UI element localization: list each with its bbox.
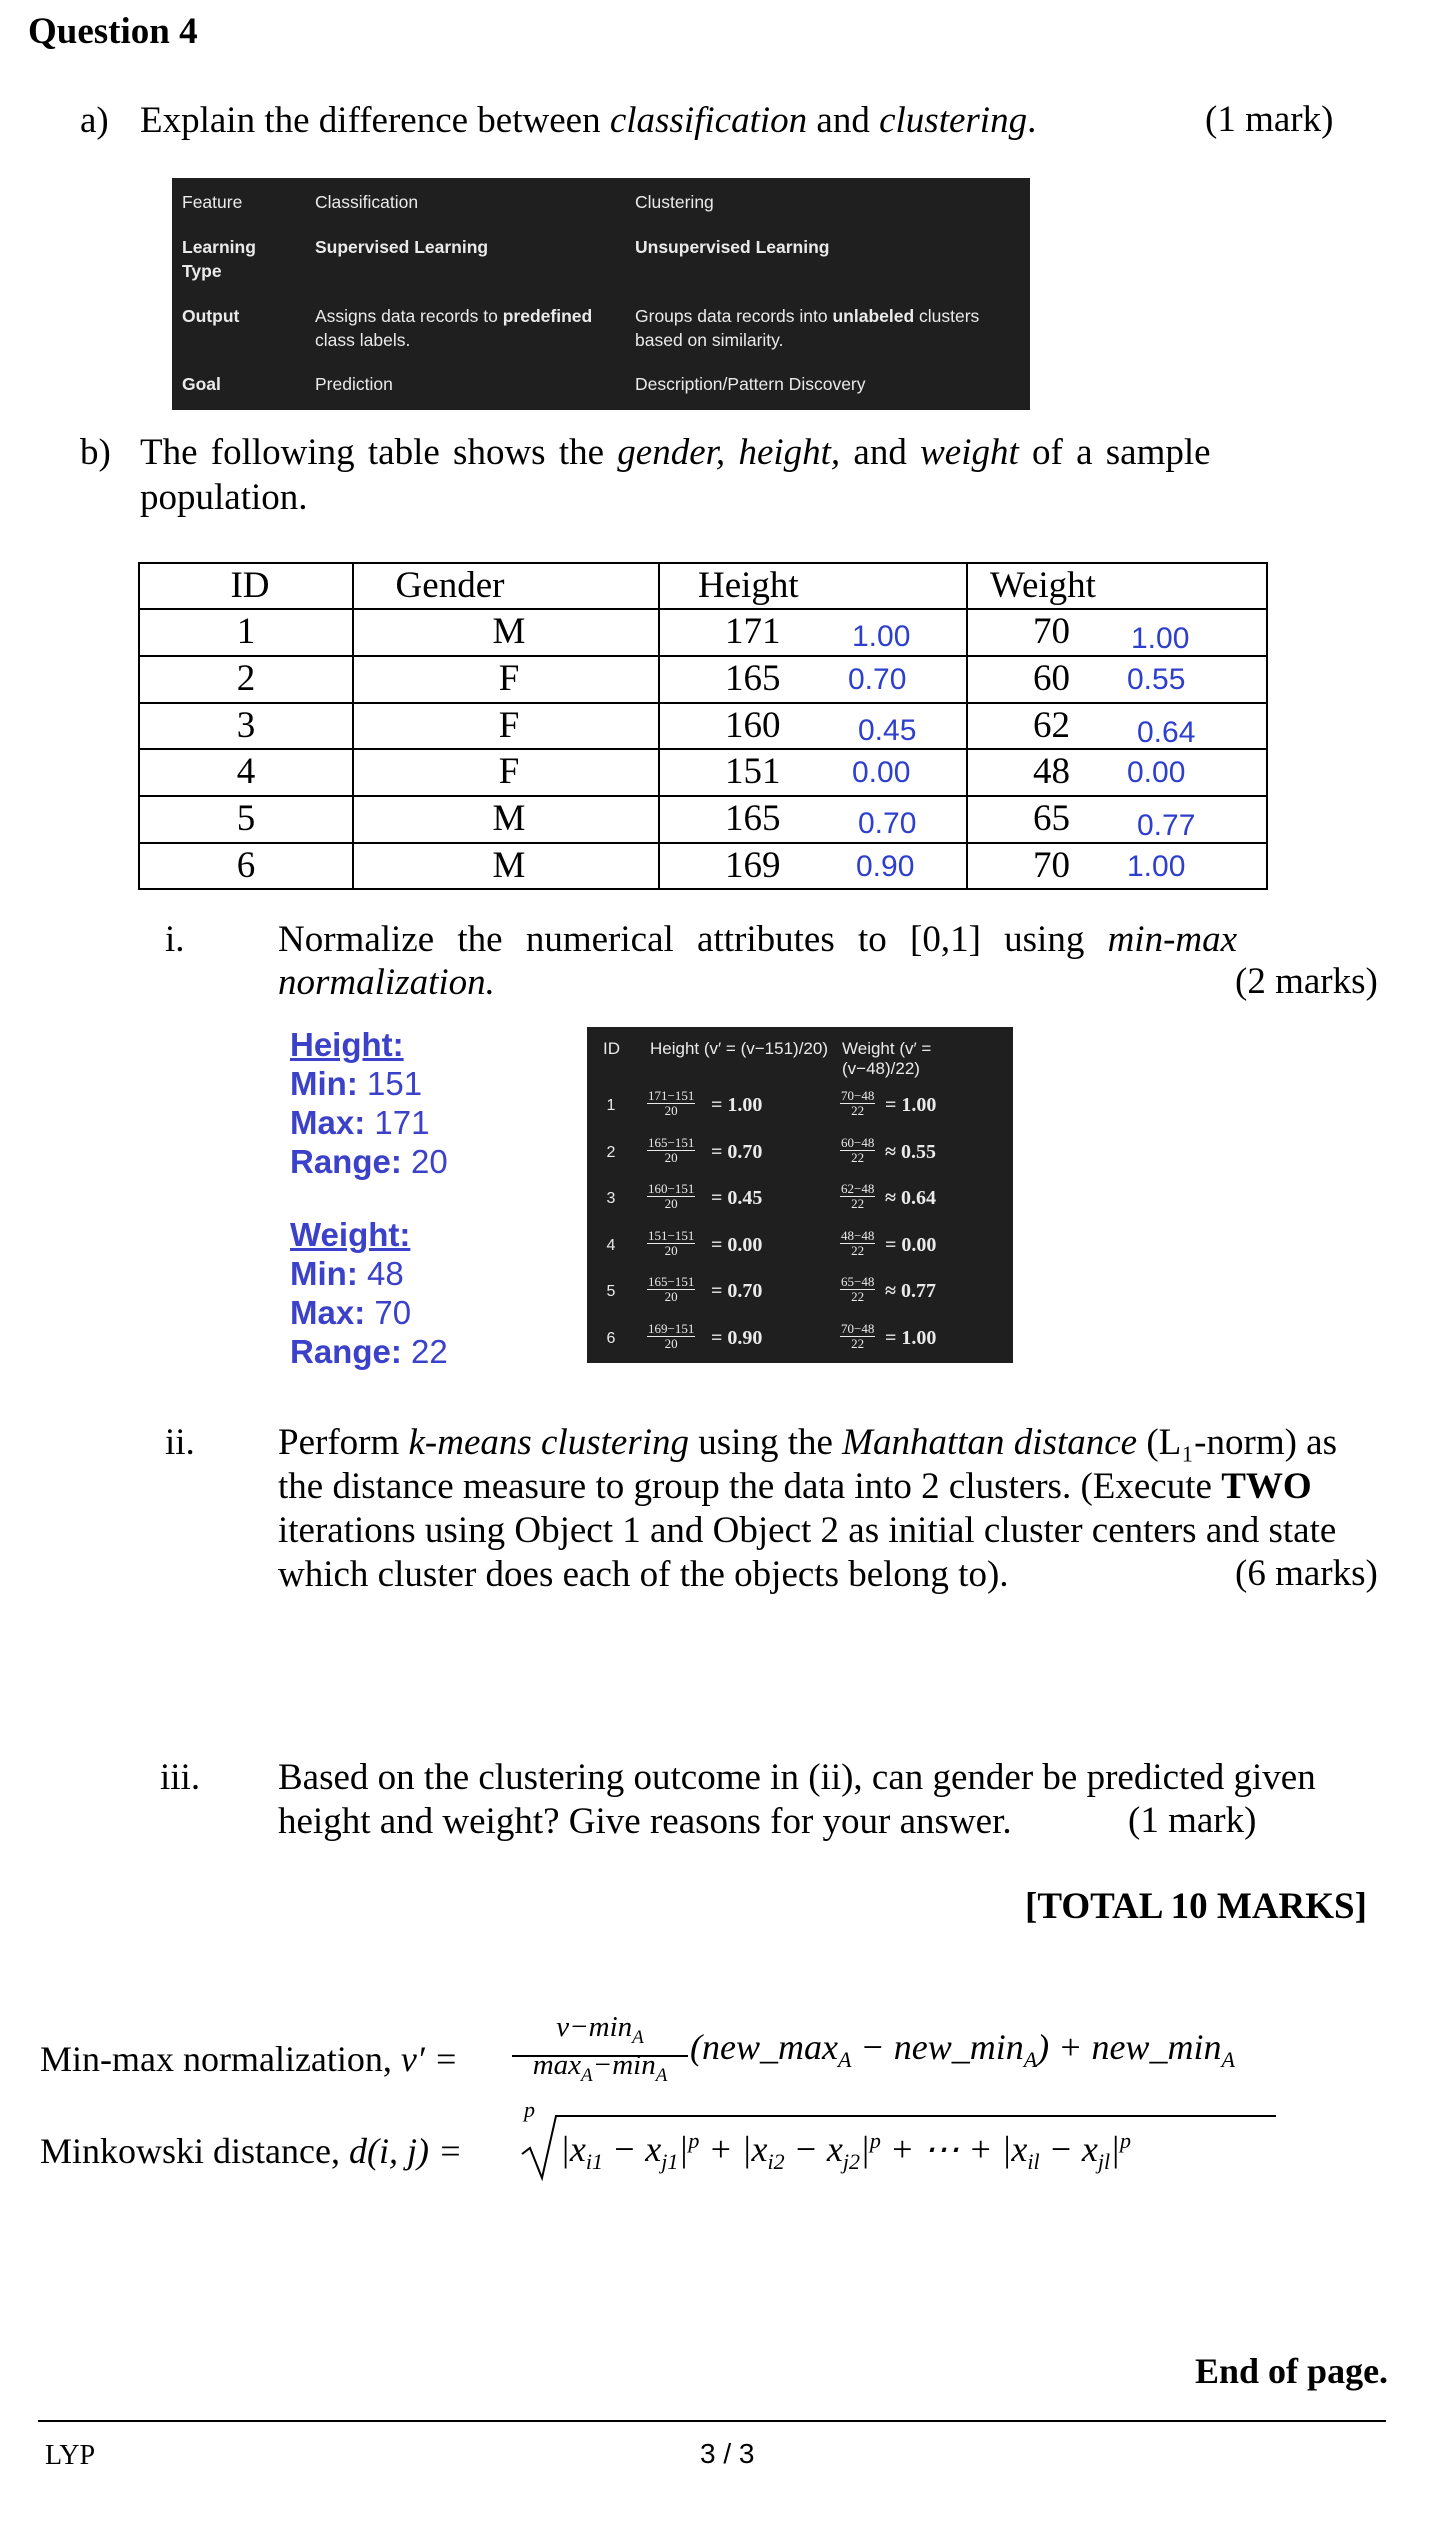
minmax-formula — [40, 2038, 458, 2080]
minmax-rest — [690, 2026, 1235, 2073]
part-a-label: a) — [80, 100, 109, 141]
norm-weight-num: 70−48 — [841, 1088, 875, 1103]
norm-weight-fraction — [840, 1275, 875, 1304]
mk-m3: − x — [1039, 2129, 1098, 2169]
mk-m1: − x — [603, 2129, 662, 2169]
term-weight: weight — [920, 432, 1019, 473]
height-min — [290, 1064, 448, 1103]
table-row-weight-normalized: 1.00 — [1131, 622, 1190, 655]
sub-i-num: i. — [165, 919, 185, 960]
norm-height-den: 20 — [664, 1103, 678, 1118]
output-class-pre: Assigns data records to — [315, 306, 503, 326]
minkowski-body: $|x_{i1} - x_{j1}|^p + |x_{i2} - x_{j2}|^p$ + ⋯ + $|x_{il} - x_{jl}|^p$ — [560, 2128, 1132, 2175]
minkowski-label: Minkowski distance, — [40, 2131, 349, 2171]
table-row-gender: M — [492, 798, 526, 839]
sub-ii-line4: which cluster does each of the objects belong to). — [278, 1554, 1009, 1595]
term-k-means: k-means clustering — [408, 1422, 690, 1463]
question-title: Question 4 — [28, 11, 198, 52]
table-row-id: 5 — [236, 798, 256, 839]
norm-height-fraction — [647, 1182, 695, 1211]
table-row-weight-normalized: 0.55 — [1127, 663, 1186, 696]
table-row-height: 171 — [725, 611, 781, 652]
table-row-height-normalized: 0.45 — [858, 714, 917, 747]
norm-height-den: 20 — [664, 1149, 678, 1165]
table-row-height-normalized: 0.70 — [858, 807, 917, 840]
norm-weight-num: 60−48 — [841, 1134, 875, 1150]
header-clustering: Clustering — [635, 192, 714, 212]
height-range — [290, 1142, 448, 1181]
normalization-table — [587, 1027, 1013, 1363]
mk-b2: |x — [741, 2129, 768, 2169]
part-b-t1: The following table shows the — [140, 432, 618, 473]
mk-s5: il — [1027, 2149, 1040, 2175]
mk-p1: + — [699, 2129, 742, 2169]
norm-weight-result: = 0.00 — [885, 1233, 937, 1256]
norm-weight-result: = 1.00 — [885, 1326, 937, 1349]
weight-min-label: Min: — [290, 1255, 358, 1292]
minmax-den-sub1: A — [581, 2064, 593, 2086]
total-marks: [TOTAL 10 MARKS] — [1025, 1886, 1367, 1927]
weight-range-value: 22 — [411, 1333, 448, 1370]
table-row-height: 151 — [725, 751, 781, 792]
table-row-weight-normalized: 0.64 — [1137, 716, 1196, 749]
height-stats-heading: Height: — [290, 1026, 404, 1063]
sub-iii-marks: (1 mark) — [1128, 1800, 1257, 1841]
weight-range — [290, 1332, 448, 1371]
mk-e2: p — [869, 2128, 881, 2153]
sub-ii-two: TWO — [1221, 1466, 1312, 1507]
mk-m2: − x — [784, 2129, 843, 2169]
norm-weight-fraction — [840, 1322, 875, 1351]
table-row-id: 3 — [236, 705, 256, 746]
norm-weight-den: 22 — [851, 1242, 865, 1258]
minmax-rest3: ) + new_min — [1037, 2027, 1222, 2067]
norm-weight-den: 22 — [851, 1103, 865, 1118]
norm-weight-den: 22 — [851, 1335, 865, 1351]
height-min-label: Min: — [290, 1065, 358, 1102]
footer-left: LYP — [45, 2440, 96, 2471]
row-output-classification — [315, 304, 620, 352]
norm-weight-result: ≈ 0.77 — [885, 1280, 936, 1302]
mk-s4: j2 — [842, 2149, 861, 2175]
table-row-id: 1 — [236, 611, 256, 652]
part-b-line2: population. — [140, 477, 308, 518]
weight-min — [290, 1254, 448, 1293]
minkowski-root-index: p — [524, 2097, 535, 2122]
height-range-value: 20 — [411, 1143, 448, 1180]
row-output-feature: Output — [182, 306, 240, 326]
part-b-and: and — [840, 432, 921, 473]
mk-dots: + ⋯ + — [880, 2129, 1002, 2169]
end-of-page: End of page. — [1195, 2351, 1389, 2391]
norm-header-weight: Weight (v′ = (v−48)/22) — [842, 1039, 932, 1078]
table-row-weight-normalized: 0.77 — [1137, 809, 1196, 842]
mk-s3: i2 — [767, 2149, 785, 2175]
norm-height-num: 165−151 — [648, 1274, 695, 1289]
table-row-height-normalized: 1.00 — [852, 620, 911, 653]
minmax-label: Min-max normalization, — [40, 2039, 401, 2079]
term-height: height, — [738, 432, 841, 473]
norm-weight-den: 22 — [851, 1196, 865, 1211]
mk-s2: j1 — [661, 2149, 679, 2175]
row-output-clustering — [635, 304, 1015, 352]
minmax-rest-sub1: A — [837, 2047, 852, 2073]
height-max-value: 171 — [374, 1104, 430, 1141]
part-a-and: and — [807, 100, 880, 141]
output-class-bold: predefined — [502, 306, 593, 326]
height-max-label: Max: — [290, 1104, 366, 1141]
norm-height-result: = 0.00 — [711, 1233, 763, 1256]
table-row-weight: 65 — [1033, 798, 1070, 839]
norm-row-id: 3 — [606, 1190, 616, 1207]
table-row-height-normalized: 0.90 — [856, 850, 915, 883]
sub-ii-line2 — [278, 1464, 1312, 1509]
output-clust-pre: Groups data records into — [635, 306, 833, 326]
row-learning-type-feature: Learning Type — [182, 237, 256, 281]
minmax-rest2: − new_min — [851, 2027, 1024, 2067]
norm-height-num: 171−151 — [648, 1088, 695, 1103]
term-clustering: clustering — [879, 100, 1028, 141]
table-row-weight: 48 — [1033, 751, 1070, 792]
table-header-id: ID — [230, 565, 270, 606]
row-goal-feature: Goal — [182, 374, 221, 394]
weight-max-label: Max: — [290, 1294, 366, 1331]
norm-height-den: 20 — [664, 1196, 678, 1211]
table-row-height-normalized: 0.00 — [852, 756, 911, 789]
footer-rule — [38, 2420, 1386, 2422]
weight-stats — [290, 1215, 448, 1371]
norm-row-id: 1 — [606, 1097, 616, 1114]
part-b-t2: of a sample — [1018, 432, 1211, 473]
height-range-label: Range: — [290, 1143, 402, 1180]
norm-weight-fraction — [840, 1089, 875, 1118]
page-number: 3 / 3 — [700, 2438, 755, 2469]
sub-ii-l1b: using the — [689, 1422, 843, 1463]
output-clust-bold: unlabeled — [832, 306, 915, 326]
norm-header-id: ID — [603, 1039, 620, 1058]
row-goal-classification: Prediction — [315, 374, 393, 394]
sub-i-marks: (2 marks) — [1235, 961, 1378, 1002]
norm-height-den: 20 — [664, 1289, 678, 1304]
weight-max — [290, 1293, 448, 1332]
norm-weight-result: ≈ 0.55 — [885, 1140, 936, 1163]
table-row-id: 6 — [236, 845, 256, 886]
norm-height-result: = 0.90 — [711, 1326, 763, 1349]
height-stats — [290, 1025, 448, 1181]
table-row-height-normalized: 0.70 — [848, 663, 907, 696]
norm-height-fraction — [647, 1275, 695, 1304]
table-row-gender: M — [492, 845, 526, 886]
norm-height-num: 165−151 — [648, 1134, 695, 1150]
norm-header-height: Height (v′ = (v−151)/20) — [650, 1039, 828, 1058]
norm-weight-den: 22 — [851, 1289, 865, 1304]
mk-e3: p — [1120, 2128, 1132, 2153]
table-row-height: 165 — [725, 658, 781, 699]
minmax-rest1: (new_max — [690, 2027, 838, 2067]
minmax-rest-sub3: A — [1221, 2047, 1235, 2073]
norm-height-num: 151−151 — [648, 1227, 695, 1243]
part-a-question — [140, 98, 1036, 143]
norm-row-id: 5 — [606, 1283, 616, 1300]
output-clust-post: clusters based on similarity. — [635, 306, 980, 350]
sub-iii-line1: Based on the clustering outcome in (ii), can gender be predicted given — [278, 1757, 1316, 1798]
term-gender: gender, — [617, 432, 726, 473]
norm-height-result: = 0.45 — [711, 1187, 763, 1209]
norm-height-num: 160−151 — [648, 1181, 695, 1196]
table-row-weight: 70 — [1033, 611, 1070, 652]
term-manhattan: Manhattan distance — [842, 1422, 1138, 1463]
norm-height-fraction — [647, 1136, 695, 1165]
sub-ii-line1 — [278, 1420, 1337, 1465]
part-a-marks: (1 mark) — [1205, 99, 1334, 140]
row-goal-clustering: Description/Pattern Discovery — [635, 374, 866, 394]
mk-s6: jl — [1097, 2149, 1111, 2175]
norm-weight-num: 62−48 — [841, 1181, 875, 1196]
mk-b1: |x — [560, 2129, 586, 2169]
norm-weight-den: 22 — [851, 1149, 865, 1165]
weight-stats-heading: Weight: — [290, 1216, 411, 1253]
minmax-den-sub2: A — [655, 2064, 668, 2086]
table-row-gender: F — [498, 705, 520, 746]
norm-row-id: 6 — [606, 1329, 616, 1347]
norm-height-result: = 0.70 — [711, 1140, 763, 1163]
minmax-den-max: max — [532, 2049, 582, 2081]
sub-ii-l2: the distance measure to group the data into 2 clusters. (Execute — [278, 1466, 1222, 1507]
part-a-end: . — [1027, 100, 1037, 141]
table-row-gender: M — [492, 611, 526, 652]
table-row-id: 2 — [236, 658, 256, 699]
norm-weight-num: 65−48 — [841, 1274, 875, 1289]
norm-weight-num: 70−48 — [841, 1320, 875, 1336]
minmax-lhs: v′ = — [400, 2039, 459, 2079]
height-min-value: 151 — [366, 1065, 423, 1102]
row-learning-type-classification: Supervised Learning — [315, 237, 489, 257]
norm-row-id: 2 — [606, 1143, 616, 1161]
norm-height-result: = 1.00 — [711, 1094, 763, 1116]
term-min-max: min-max — [1107, 919, 1238, 960]
weight-min-value: 48 — [366, 1255, 404, 1292]
minkowski-lhs: d(i, j) = — [348, 2131, 463, 2171]
row-learning-type-clustering: Unsupervised Learning — [635, 237, 830, 257]
norm-height-result: = 0.70 — [711, 1280, 763, 1302]
sub-ii-num: ii. — [165, 1422, 195, 1463]
norm-height-den: 20 — [664, 1242, 678, 1258]
table-row-gender: F — [498, 658, 520, 699]
weight-range-label: Range: — [290, 1333, 402, 1370]
norm-weight-result: = 1.00 — [885, 1094, 937, 1116]
table-row-weight: 70 — [1033, 845, 1070, 886]
output-class-post: class labels. — [315, 330, 411, 350]
norm-row-id: 4 — [606, 1236, 616, 1254]
sub-ii-line3: iterations using Object 1 and Object 2 as initial cluster centers and state — [278, 1510, 1337, 1551]
sub-ii-l1a: Perform — [278, 1422, 409, 1463]
header-feature: Feature — [182, 192, 243, 212]
norm-weight-fraction — [840, 1136, 875, 1165]
sub-iii-num: iii. — [160, 1757, 201, 1798]
sub-ii-marks: (6 marks) — [1235, 1553, 1378, 1594]
table-row-gender: F — [498, 751, 520, 792]
sub-iii-line2: height and weight? Give reasons for your answer. — [278, 1801, 1012, 1842]
part-b-label: b) — [80, 432, 111, 473]
table-row-height: 160 — [725, 705, 781, 746]
table-row-height: 169 — [725, 845, 781, 886]
part-a-text: Explain the difference between — [140, 100, 610, 141]
part-b-text — [140, 430, 1360, 475]
table-header-weight: Weight — [990, 565, 1096, 606]
comparison-table — [172, 178, 1030, 410]
norm-height-fraction — [647, 1089, 695, 1118]
norm-weight-fraction — [840, 1229, 875, 1258]
height-max — [290, 1103, 448, 1142]
norm-height-fraction — [647, 1229, 695, 1258]
weight-max-value: 70 — [374, 1294, 412, 1331]
minmax-denominator — [512, 2048, 688, 2093]
table-row-weight-normalized: 1.00 — [1127, 850, 1186, 883]
term-classification: classification — [609, 100, 808, 141]
norm-weight-result: ≈ 0.64 — [885, 1187, 936, 1209]
header-classification: Classification — [315, 192, 419, 212]
table-row-id: 4 — [236, 751, 256, 792]
table-row-weight-normalized: 0.00 — [1127, 756, 1186, 789]
norm-height-fraction — [647, 1322, 695, 1351]
norm-weight-num: 48−48 — [841, 1227, 875, 1243]
minkowski-formula — [40, 2130, 462, 2172]
minmax-rest-sub2: A — [1023, 2047, 1038, 2073]
minmax-num-sub: A — [632, 2026, 644, 2048]
table-row-weight: 60 — [1033, 658, 1070, 699]
minmax-den-min: −min — [592, 2049, 656, 2081]
mk-b3: |x — [1001, 2129, 1028, 2169]
table-row-height: 165 — [725, 798, 781, 839]
table-header-height: Height — [698, 565, 799, 606]
sub-i-line2: normalization. — [278, 962, 495, 1003]
sub-ii-l1c: (L₁-norm) as — [1137, 1422, 1337, 1463]
minmax-num: v−min — [556, 2011, 633, 2043]
sub-i-text — [278, 917, 1393, 962]
table-row-weight: 62 — [1033, 705, 1070, 746]
norm-height-den: 20 — [664, 1335, 678, 1351]
sub-i-text-main: Normalize the numerical attributes to [0,1] using — [278, 919, 1108, 960]
mk-s1: i1 — [585, 2149, 603, 2175]
norm-height-num: 169−151 — [648, 1320, 695, 1336]
table-header-gender: Gender — [395, 565, 505, 606]
mk-e1: p — [688, 2128, 700, 2153]
norm-weight-fraction — [840, 1182, 875, 1211]
